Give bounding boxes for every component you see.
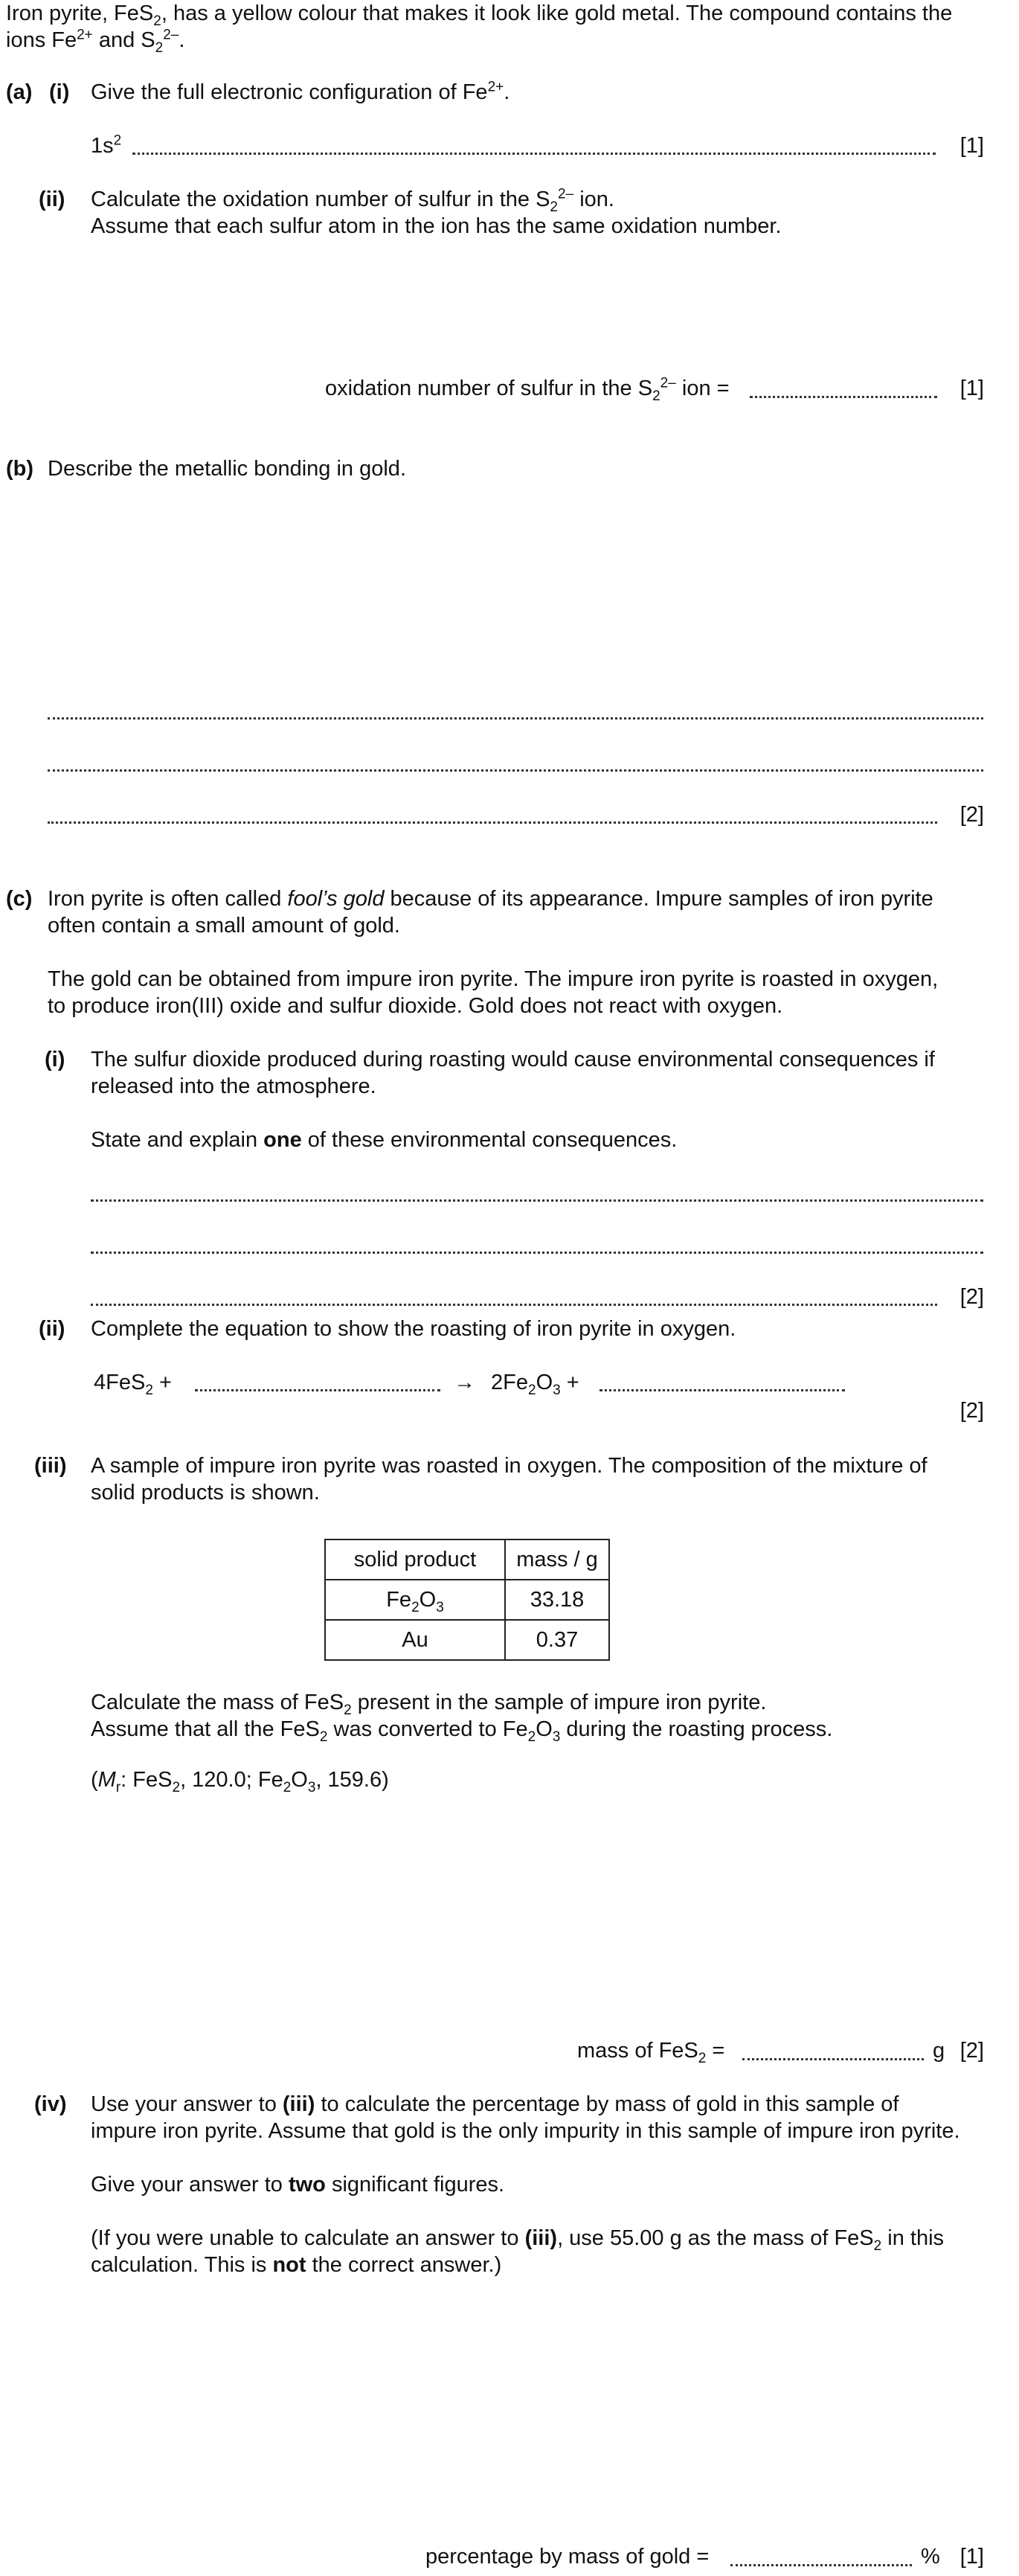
answer-line-a-ii[interactable] xyxy=(750,396,937,398)
marks-c-iii: [2] xyxy=(959,2039,984,2063)
part-c-iv-unit: % xyxy=(921,2545,940,2569)
marks-c-iv: [1] xyxy=(959,2545,984,2569)
table-cell-product: $Fe_2O_3$ xyxy=(325,1580,505,1620)
answer-line-c-ii-product[interactable] xyxy=(599,1389,845,1391)
part-c-label: (c) xyxy=(6,887,33,911)
answer-line-c-i-2[interactable] xyxy=(91,1252,983,1254)
equation-right: $2Fe_2O_3$ + xyxy=(491,1371,579,1398)
part-a-ii-label: (ii) xyxy=(39,188,65,211)
marks-c-ii: [2] xyxy=(959,1399,984,1423)
marks-c-i: [2] xyxy=(959,1285,984,1309)
table-header-product: solid product xyxy=(325,1539,505,1580)
answer-line-b-1[interactable] xyxy=(48,717,983,720)
answer-line-c-ii-reactant[interactable] xyxy=(195,1389,440,1391)
part-a-label: (a) xyxy=(6,80,33,104)
part-c-i-question-1: The sulfur dioxide produced during roasting would cause environmental consequences if xyxy=(91,1048,935,1071)
marks-b: [2] xyxy=(959,803,984,827)
part-c-iii-label: (iii) xyxy=(34,1454,67,1478)
part-a-ii-answer-label: oxidation number of sulfur in the $S_2^{2-}$ ion = xyxy=(325,375,730,404)
table-cell-mass: 0.37 xyxy=(505,1620,609,1660)
part-a-ii-question-2: Assume that each sulfur atom in the ion has the same oxidation number. xyxy=(91,214,782,238)
relative-molecular-masses: ($M_r$: FeS$_2$, 120.0; $Fe_2O_3$, 159.6) xyxy=(91,1768,389,1795)
answer-line-a-i[interactable] xyxy=(132,153,936,155)
part-a-ii-question-1: Calculate the oxidation number of sulfur in the $S_2^{2-}$ ion. xyxy=(91,186,614,215)
equation-left: 4FeS$_2$ + xyxy=(94,1371,172,1398)
part-c-iii-question-2: solid products is shown. xyxy=(91,1481,320,1505)
answer-line-c-iv[interactable] xyxy=(730,2564,912,2566)
table-row xyxy=(325,1620,609,1660)
part-c-ii-question: Complete the equation to show the roasting of iron pyrite in oxygen. xyxy=(91,1317,736,1341)
part-c-iii-question-1: A sample of impure iron pyrite was roasted in oxygen. The composition of the mixture of xyxy=(91,1454,928,1478)
part-c-iv-question-2: impure iron pyrite. Assume that gold is the only impurity in this sample of impure iron pyrite. xyxy=(91,2119,960,2143)
answer-line-c-i-1[interactable] xyxy=(91,1199,983,1202)
part-c-iv-question-4: (If you were unable to calculate an answer to (iii), use 55.00 g as the mass of FeS$_2$ in this xyxy=(91,2226,945,2254)
part-a-i-label: (i) xyxy=(49,80,70,104)
part-c-i-label: (i) xyxy=(45,1048,65,1071)
table-header-mass: mass / g xyxy=(505,1539,609,1580)
part-c-i-question-3: State and explain one of these environmental consequences. xyxy=(91,1128,678,1152)
intro-line-1: Iron pyrite, FeS$_2$, has a yellow colour that makes it look like gold metal. The compound contains the xyxy=(6,1,953,29)
table-row xyxy=(325,1580,609,1620)
answer-line-b-3[interactable] xyxy=(48,821,937,824)
table-header-row xyxy=(325,1539,609,1580)
equation-arrow: → xyxy=(454,1371,475,1394)
part-b-label: (b) xyxy=(6,457,34,481)
marks-a-i: [1] xyxy=(959,134,984,158)
part-c-iv-answer-label: percentage by mass of gold = xyxy=(425,2545,710,2569)
answer-line-c-iii[interactable] xyxy=(742,2058,924,2060)
part-c-iv-label: (iv) xyxy=(34,2092,67,2116)
part-c-iv-question-3: Give your answer to two significant figures. xyxy=(91,2173,505,2197)
part-a-i-question: Give the full electronic configuration of $Fe^{2+}$. xyxy=(91,79,510,104)
intro-line-2: ions $Fe^{2+}$ and $S_2^{2-}$. xyxy=(6,27,185,56)
part-b-question: Describe the metallic bonding in gold. xyxy=(48,457,406,481)
marks-a-ii: [1] xyxy=(959,377,984,400)
table-cell-mass: 33.18 xyxy=(505,1580,609,1620)
part-c-intro-4: to produce iron(III) oxide and sulfur dioxide. Gold does not react with oxygen. xyxy=(48,994,783,1018)
part-c-iii-question-4: Assume that all the FeS$_2$ was converted to $Fe_2O_3$ during the roasting process. xyxy=(91,1717,833,1745)
part-a-i-answer-prefix: $1s^2$ xyxy=(91,132,122,158)
part-c-intro-3: The gold can be obtained from impure iron pyrite. The impure iron pyrite is roasted in oxygen, xyxy=(48,967,939,991)
answer-line-b-2[interactable] xyxy=(48,769,983,772)
part-c-iii-unit: g xyxy=(933,2039,945,2063)
part-c-ii-label: (ii) xyxy=(39,1317,65,1341)
part-c-iii-answer-label: mass of FeS$_2$ = xyxy=(577,2039,725,2066)
part-c-intro-1: Iron pyrite is often called fool’s gold because of its appearance. Impure samples of iron pyrite xyxy=(48,887,933,911)
table-cell-product: Au xyxy=(325,1620,505,1660)
part-c-iii-question-3: Calculate the mass of FeS$_2$ present in the sample of impure iron pyrite. xyxy=(91,1691,767,1718)
part-c-iv-question-5: calculation. This is not the correct answer.) xyxy=(91,2253,502,2277)
part-c-intro-2: often contain a small amount of gold. xyxy=(48,914,400,938)
answer-line-c-i-3[interactable] xyxy=(91,1304,937,1306)
intro-text xyxy=(6,0,988,54)
part-c-iv-question-1: Use your answer to (iii) to calculate the percentage by mass of gold in this sample of xyxy=(91,2092,899,2116)
part-c-i-question-2: released into the atmosphere. xyxy=(91,1074,376,1098)
composition-table xyxy=(324,1539,610,1661)
